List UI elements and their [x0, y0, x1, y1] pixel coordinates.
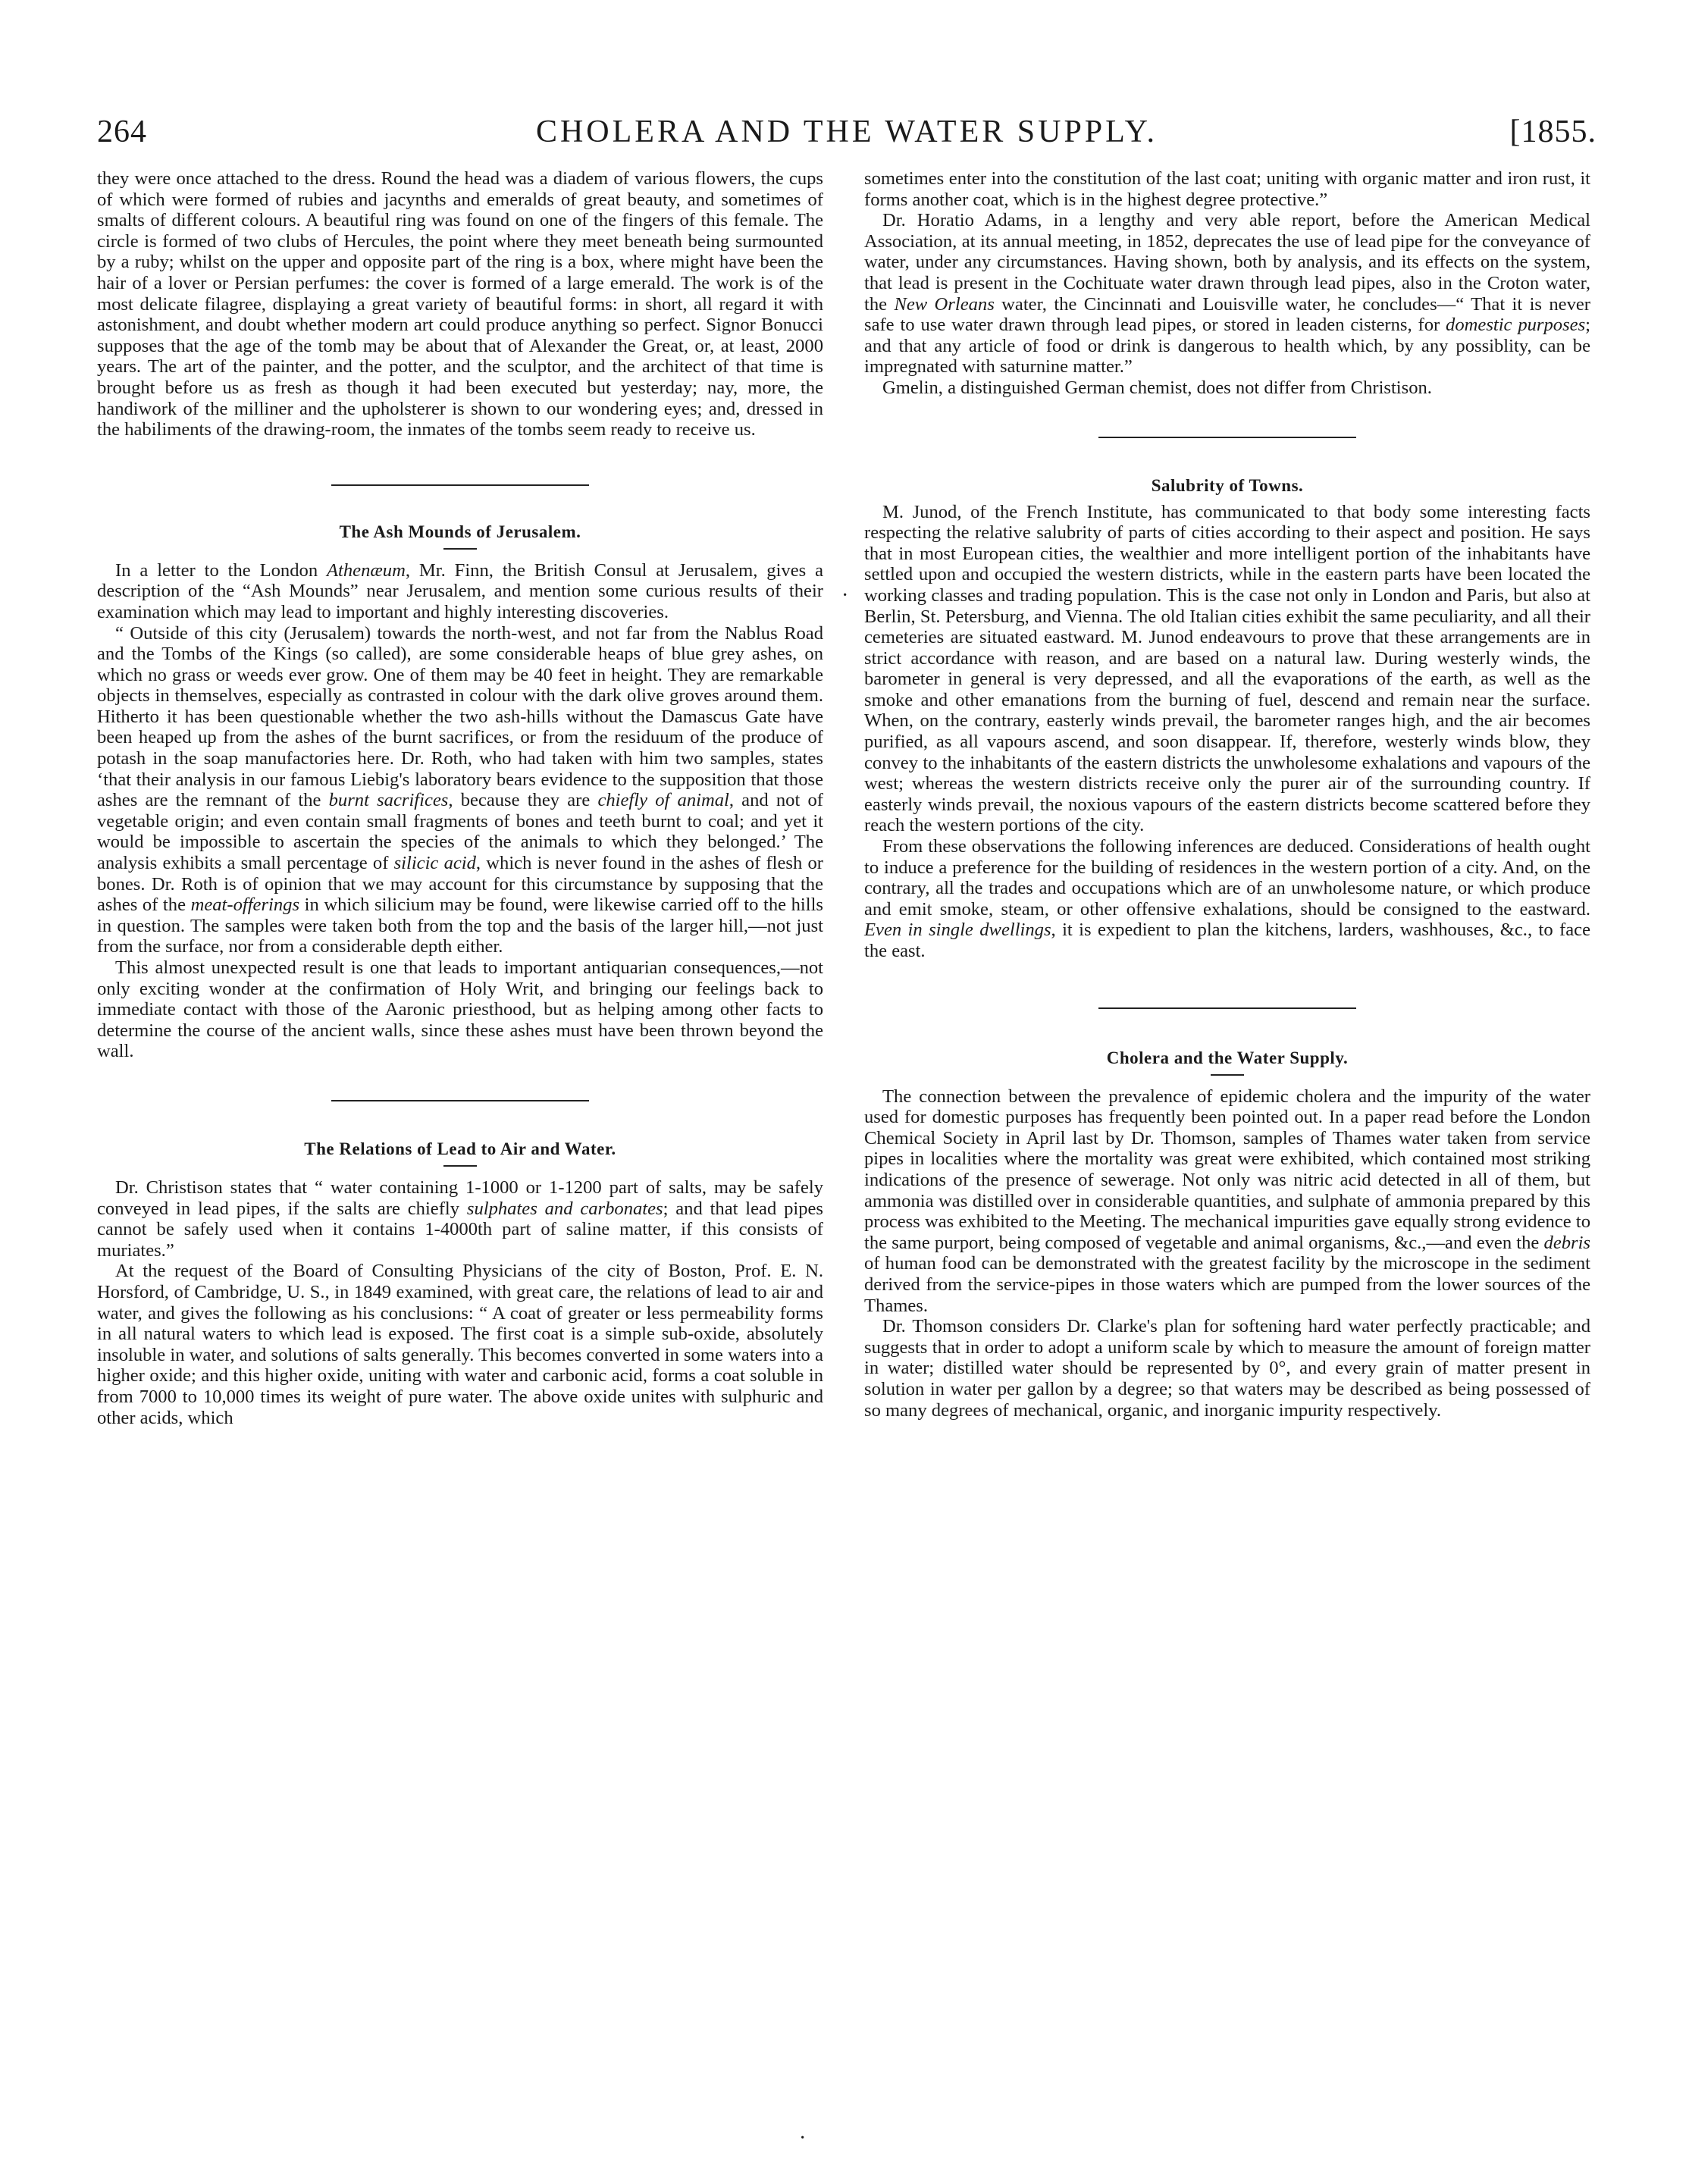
ash-mounds-paragraph-3: This almost unexpected result is one that leads to important antiquarian consequences,—not only exciting wonder at the confirmation of Holy Writ, and bringing our feelings back to immediate contact with those of the Aaronic priesthood, but as helping among other facts to determine the course of the ancient walls, since these ashes must have been thrown beyond the wall. — [97, 957, 823, 1062]
page-number: 264 — [97, 114, 147, 149]
heading-underline — [1211, 1074, 1244, 1076]
cholera-paragraph-2: Dr. Thomson considers Dr. Clarke's plan for softening hard water perfectly practicable; and suggests that in order to adopt a uniform scale by which to measure the amount of foreign matter in water; distilled water should be represented by 0°, and every grain of matter present in solution in water per gallon by a degree; so that waters may be described as being possessed of so many degrees of mechanical, organic, and inorganic impurity respectively. — [864, 1316, 1590, 1421]
cholera-paragraph-1: The connection between the prevalence of epidemic cholera and the impurity of the water used for domestic purposes has frequently been pointed out. In a paper read before the London Chemical Society in April last by Dr. Thomson, samples of Thames water taken from service pipes in localities where the mortality was great were exhibited, which contained most striking indications of the presence of sewerage. Not only was nitric acid detected in all of them, but ammonia was distilled over in considerable quantities, and sulphate of ammonia prepared by this process was exhibited to the Meeting. The mechanical impurities gave equally strong evidence to the same purport, being composed of vegetable and animal organisms, &c.,—and even the debris of human food can be demonstrated with the greatest facility by the microscope in the sediment derived from the service-pipes in those waters which are pumped from the lower sources of the Thames. — [864, 1086, 1590, 1316]
lead-paragraph-1: Dr. Christison states that “ water containing 1-1000 or 1-1200 part of salts, may be safely conveyed in lead pipes, if the salts are chiefly sulphates and carbonates; and that lead pipes cannot be safely used when it contains 1-4000th part of saline matter, if this consists of muriates.” — [97, 1177, 823, 1261]
lead-paragraph-2: At the request of the Board of Consulting Physicians of the city of Boston, Prof. E. N. Horsford, of Cambridge, U. S., in 1849 examined, with great care, the relations of lead to air and water, and gives the following as his conclusions: “ A coat of greater or less permeability forms in all natural waters to which lead is exposed. The first coat is a simple sub-oxide, absolutely insoluble in water, and solutions of salts generally. This becomes converted in some waters into a higher oxide; and this higher oxide, uniting with water and carbonic acid, forms a coat soluble in from 7000 to 10,000 times its weight of pure water. The above oxide unites with sulphuric and other acids, which — [97, 1261, 823, 1428]
stray-mark: · — [799, 2126, 807, 2150]
salubrity-paragraph-1: M. Junod, of the French Institute, has communicated to that body some interesting facts respecting the relative salubrity of parts of cities according to their aspect and position. He says that in most European cities, the wealthier and more intelligent portion of the inhabitants have settled upon and occupied the western districts, while in the eastern parts have been located the working classes and trading population. This is the case not only in London and Paris, but also at Berlin, St. Petersburg, and Vienna. The old Italian cities exhibit the same peculiarity, and all their cemeteries are situated eastward. M. Junod endeavours to prove that these arrangements are in strict accordance with reason, and are based on a natural law. During westerly winds, the barometer in general is very depressed, and all the evaporations of the earth, as well as the smoke and other emanations from the burning of fuel, descend and remain near the surface. When, on the contrary, easterly winds prevail, the barometer ranges high, and the air becomes purified, as all vapours ascend, and soon disappear. If, therefore, westerly winds blow, they convey to the inhabitants of the eastern districts the unwholesome exhalations and vapours of the west; whereas the western districts receive only the purer air of the surrounding country. If easterly winds prevail, the noxious vapours of the eastern districts become scattered before they reach the western portions of the city. — [864, 501, 1590, 836]
right-column — [864, 168, 1590, 1421]
header-year: [1855. — [1509, 114, 1597, 149]
salubrity-paragraph-2: From these observations the following inferences are deduced. Considerations of health ought to induce a preference for the building of residences in the western portion of a city. And, on the contrary, all the trades and occupations which are of an unwholesome nature, or which produce and emit smoke, steam, or other offensive exhalations, should be consigned to the eastward. Even in single dwellings, it is expedient to plan the kitchens, larders, washhouses, &c., to face the east. — [864, 836, 1590, 961]
heading-salubrity: Salubrity of Towns. — [1151, 475, 1304, 495]
heading-underline — [443, 548, 477, 550]
heading-ash-mounds: The Ash Mounds of Jerusalem. — [339, 522, 581, 541]
running-title: CHOLERA AND THE WATER SUPPLY. — [535, 114, 1158, 149]
ash-mounds-paragraph-1: In a letter to the London Athenæum, Mr. Finn, the British Consul at Jerusalem, gives a description of the “Ash Mounds” near Jerusalem, and mention some curious results of their examination which may lead to important and highly interesting discoveries. — [97, 559, 824, 622]
running-header — [97, 114, 1597, 159]
lead-continued-paragraph-1: sometimes enter into the constitution of the last coat; uniting with organic matter and iron rust, it forms another coat, which is in the highest degree protective.” — [864, 168, 1590, 210]
stray-mark: · — [841, 584, 849, 607]
heading-lead: The Relations of Lead to Air and Water. — [304, 1139, 616, 1158]
ash-mounds-paragraph-2: “ Outside of this city (Jerusalem) towards the north-west, and not far from the Nablus Road and the Tombs of the Kings (so called), are some considerable heaps of blue grey ashes, on which no grass or weeds ever grow. One of them may be 40 feet in height. They are remarkable objects in themselves, especially as contrasted in colour with the dark olive groves around them. Hitherto it has been questionable whether the two ash-hills without the Damascus Gate have been heaped up from the ashes of the burnt sacrifices, or from the residuum of the produce of potash in the soap manufactories here. Dr. Roth, who had taken with him two samples, states ‘that their analysis in our famous Liebig's laboratory bears evidence to the supposition that those ashes are the remnant of the burnt sacrifices, because they are chiefly of animal, and not of vegetable origin; and even contain small fragments of bones and teeth burnt to coal; and yet it would be impossible to ascertain the species of the animals to which they belonged.’ The analysis exhibits a small percentage of silicic acid, which is never found in the ashes of flesh or bones. Dr. Roth is of opinion that we may account for this circumstance by supposing that the ashes of the meat-offerings in which silicium may be found, were likewise carried off to the hills in question. The samples were taken both from the top and the basis of the larger hill,—not just from the surface, nor from a considerable depth either. — [97, 622, 824, 957]
tomb-paragraph: they were once attached to the dress. Round the head was a diadem of various flowers, the cups of which were formed of rubies and jacynths and emeralds of great beauty, and sometimes of smalts of different colours. A beautiful ring was found on one of the fingers of this female. The circle is formed of two clubs of Hercules, the point where they meet beneath being surmounted by a ruby; whilst on the upper and opposite part of the ring is a box, where might have been the hair of a lover or Persian perfumes: the cover is formed of a large emerald. The work is of the most delicate filagree, displaying a great variety of beautiful forms: in short, all regard it with astonishment, and doubt whether modern art could produce anything so perfect. Signor Bonucci supposes that the age of the tomb may be about that of Alexander the Great, or, at least, 2000 years. The art of the painter, and the potter, and the sculptor, and the architect of that time is brought before us as fresh as though it had been executed but yesterday; nay, more, the handiwork of the milliner and the upholsterer is shown to our wondering eyes; and, dressed in the habiliments of the drawing-room, the inmates of the tombs seem ready to receive us. — [97, 168, 823, 440]
heading-underline — [443, 1165, 477, 1167]
lead-continued-paragraph-2: Dr. Horatio Adams, in a lengthy and very able report, before the American Medical Association, at its annual meeting, in 1852, deprecates the use of lead pipe for the conveyance of water, under any circumstances. Having shown, both by analysis, and its effects on the system, that lead is present in the Cochituate water drawn through lead pipes, also in the Croton water, the New Orleans water, the Cincinnati and Louisville water, he concludes—“ That it is never safe to use water drawn through lead pipes, or stored in leaden cisterns, for domestic purposes; and that any article of food or drink is dangerous to health which, by any possiblity, can be impregnated with saturnine matter.” — [864, 210, 1590, 378]
heading-cholera: Cholera and the Water Supply. — [1106, 1048, 1349, 1067]
lead-continued-paragraph-3: Gmelin, a distinguished German chemist, does not differ from Christison. — [882, 377, 1432, 398]
left-column — [97, 168, 823, 1428]
